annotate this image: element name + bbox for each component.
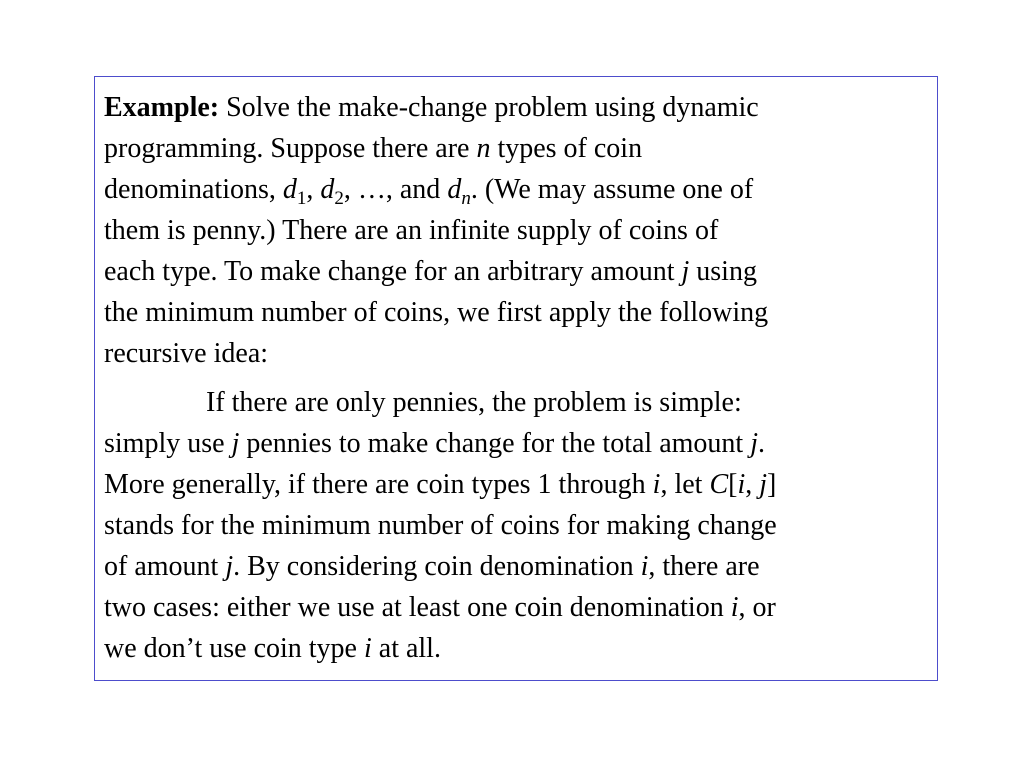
recursive-line-1: If there are only pennies, the problem is simple: [206,387,742,418]
recursive-line-4: stands for the minimum number of coins for making change [104,510,777,541]
example-line-4: them is penny.) There are an infinite supply of coins of [104,215,719,246]
recursive-line-5: of amount j. By considering coin denomination i, there are [104,551,760,582]
example-label: Example: [104,92,220,123]
recursive-line-6: two cases: either we use at least one coin denomination i, or [104,592,776,623]
example-line-1: Example: Solve the make-change problem using dynamic [104,92,759,123]
example-line-3: denominations, $d_1$, $d_2$, …, and $d_n$. (We may assume one of [104,174,754,209]
text-box [104,87,934,669]
recursive-line-2: simply use j pennies to make change for the total amount j. [104,428,765,459]
recursive-line-3: More generally, if there are coin types 1 through i, let C[i, j] [104,469,777,500]
example-line-2: programming. Suppose there are n types of coin [104,133,643,164]
example-line-6: the minimum number of coins, we first apply the following [104,297,769,328]
recursive-line-7: we don’t use coin type i at all. [104,633,441,664]
example-line-5: each type. To make change for an arbitrary amount j using [104,256,757,287]
example-line-7: recursive idea: [104,338,269,369]
